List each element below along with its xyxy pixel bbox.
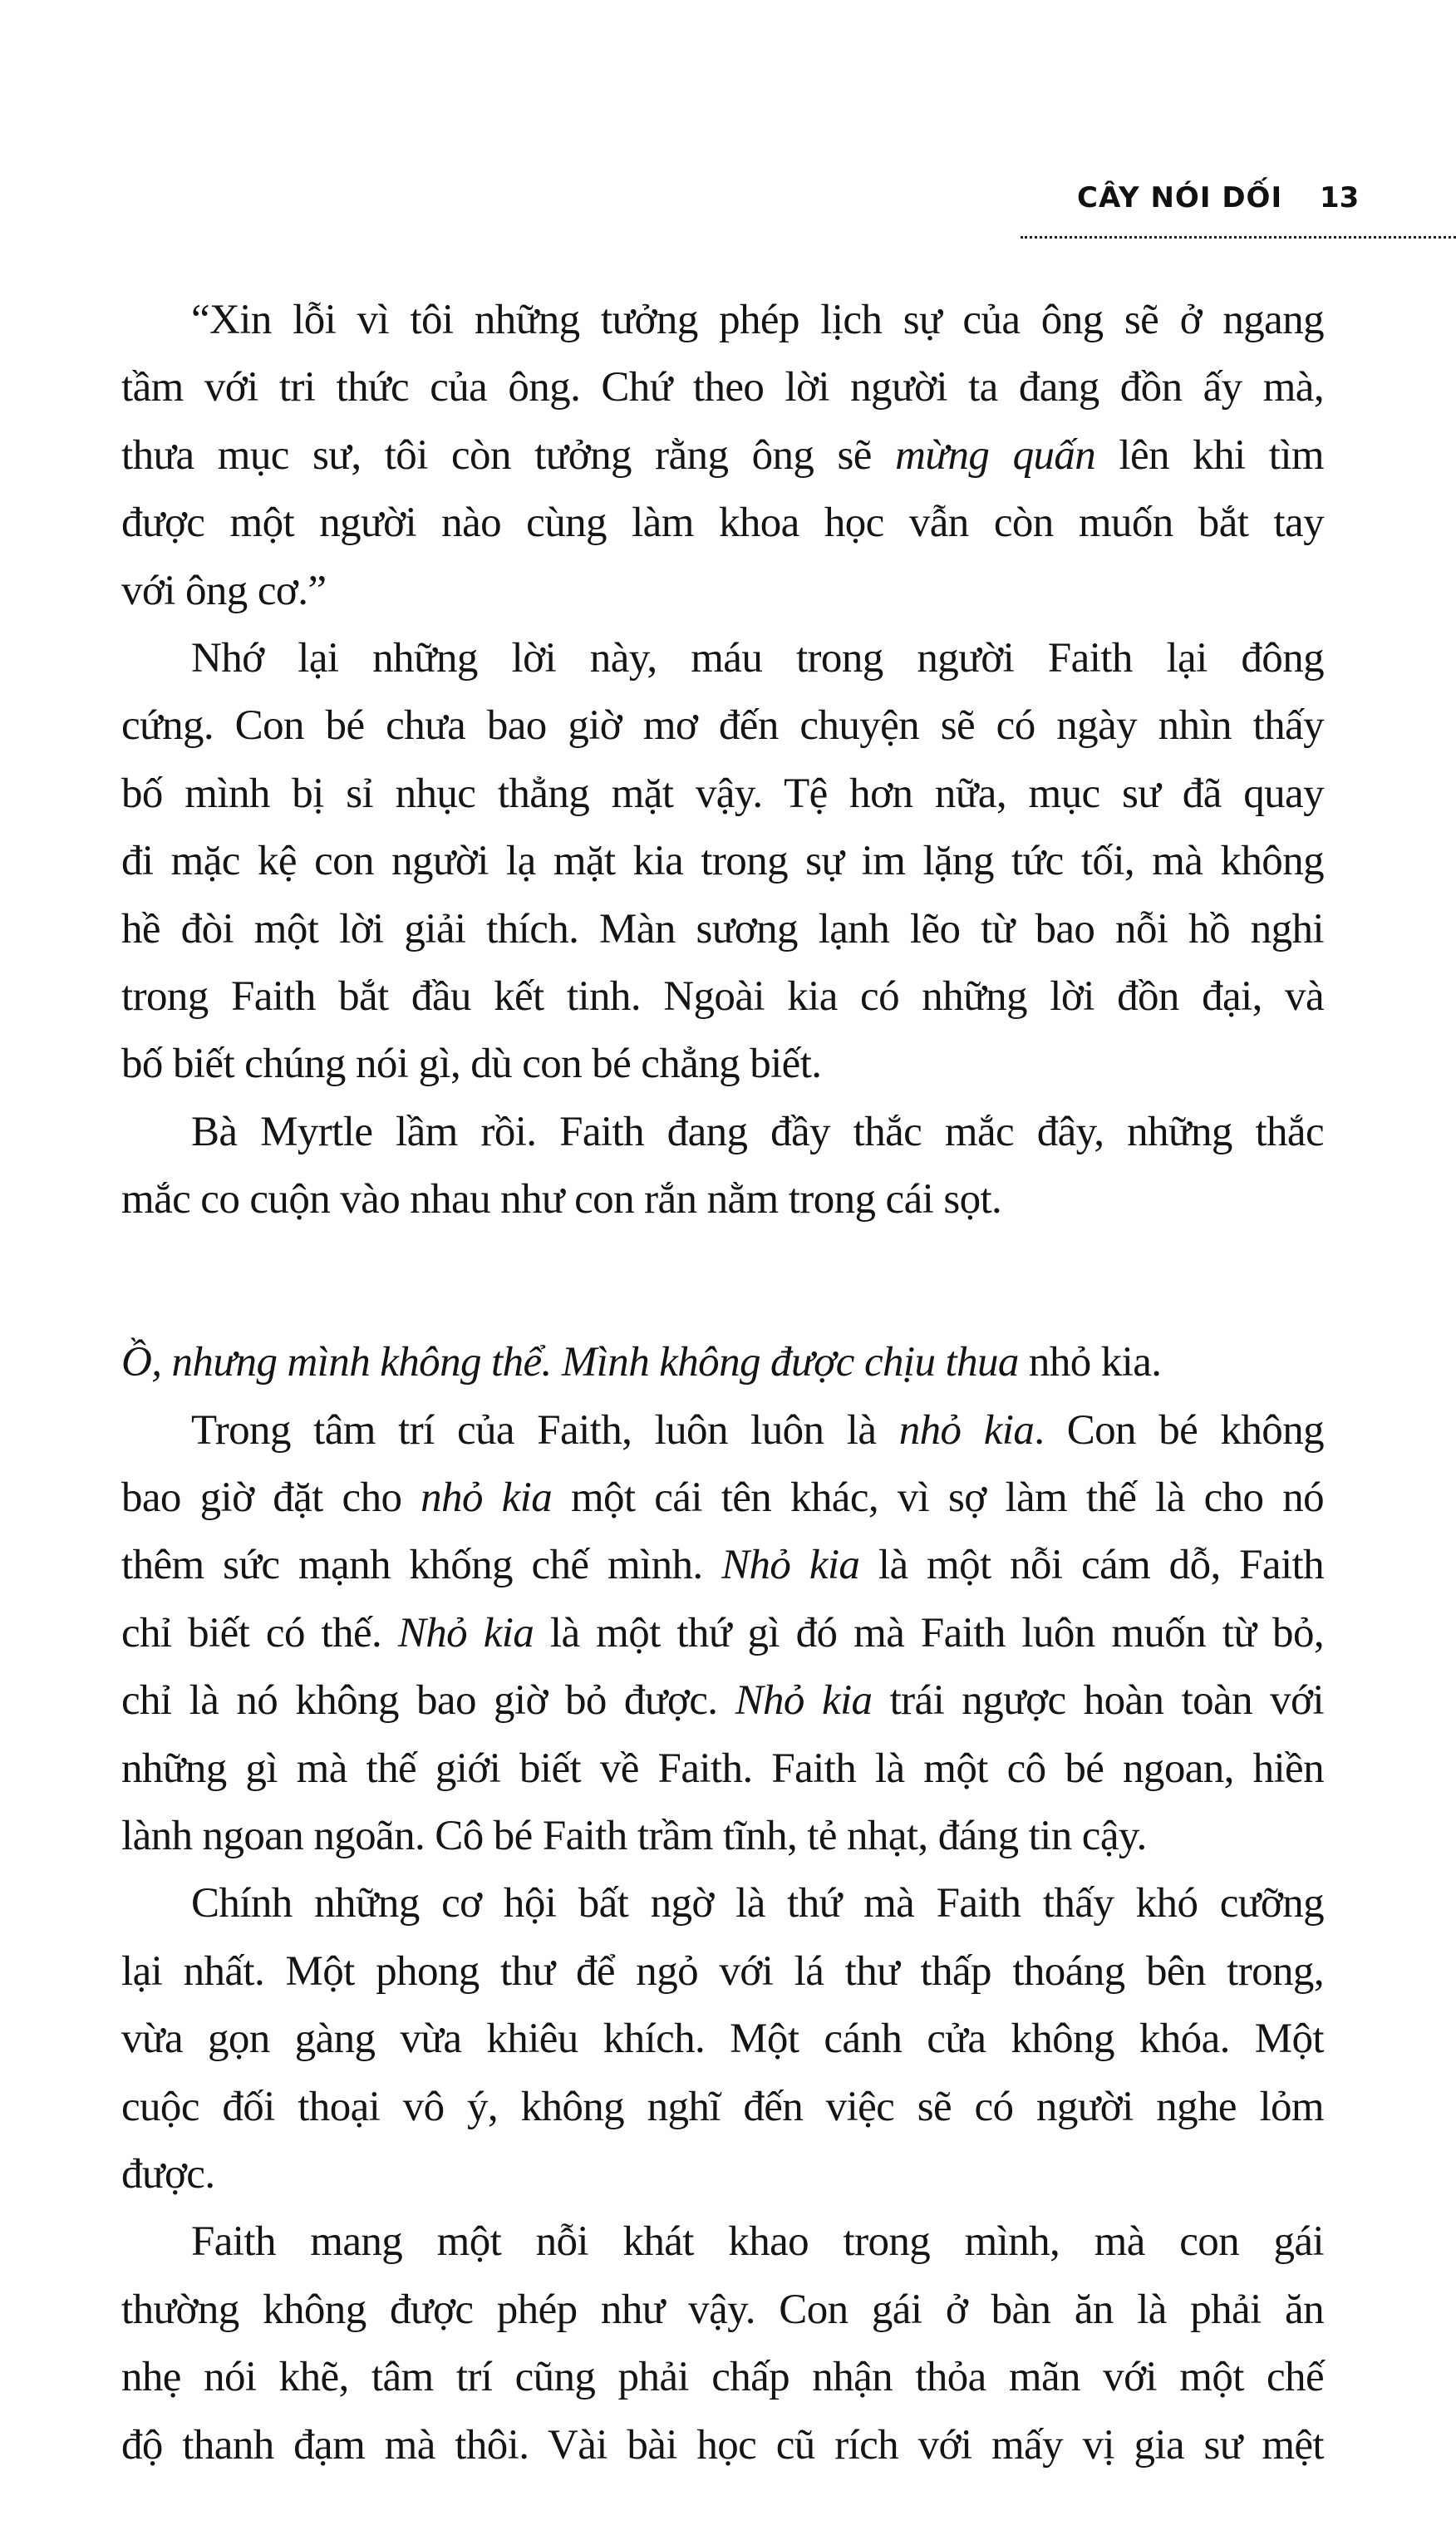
italic-text: nhỏ kia — [898, 1406, 1035, 1454]
text-line — [121, 2420, 1324, 2470]
text-line — [121, 362, 1324, 412]
text-segment: Bà Myrtle lầm rồi. Faith đang đầy thắc mắc đây, những thắc — [191, 1108, 1324, 1155]
text-segment: . Con bé không — [1034, 1406, 1324, 1454]
text-segment: chỉ biết có thế. — [121, 1609, 398, 1656]
running-title: CÂY NÓI DỐI — [1077, 181, 1283, 214]
text-segment: mắc co cuộn vào nhau như con rắn nằm trong cái sọt. — [121, 1176, 1002, 1223]
text-line — [191, 2217, 1324, 2267]
text-segment: là một thứ gì đó mà Faith luôn muốn từ bỏ, — [534, 1609, 1324, 1656]
text-line — [121, 1473, 1324, 1523]
text-line — [121, 769, 1324, 819]
italic-text: Ồ, nhưng mình không thể. Mình không được chịu thua — [121, 1339, 1019, 1386]
text-segment: bố biết chúng nói gì, dù con bé chẳng biết. — [121, 1041, 822, 1088]
text-segment: thường không được phép như vậy. Con gái ở bàn ăn là phải ăn — [121, 2286, 1324, 2333]
italic-text: mừng quấn — [895, 431, 1096, 479]
text-segment: chỉ là nó không bao giờ bỏ được. — [121, 1677, 735, 1725]
text-line — [121, 836, 1324, 886]
italic-text: Nhỏ kia — [397, 1609, 534, 1656]
italic-text: nhỏ kia — [421, 1474, 553, 1521]
text-line — [121, 1540, 1324, 1590]
text-segment: đi mặc kệ con người lạ mặt kia trong sự im lặng tức tối, mà không — [121, 838, 1324, 885]
text-line — [121, 1676, 1324, 1725]
text-line — [121, 1039, 1324, 1089]
text-segment: là một nỗi cám dỗ, Faith — [859, 1542, 1324, 1589]
text-segment: “Xin lỗi vì tôi những tưởng phép lịch sự của ông sẽ ở ngang — [191, 297, 1324, 343]
text-segment: bao giờ đặt cho — [121, 1474, 421, 1521]
page-number: 13 — [1320, 181, 1360, 214]
text-line — [191, 633, 1324, 683]
italic-text: Nhỏ kia — [735, 1677, 873, 1725]
text-line — [121, 2082, 1324, 2132]
text-line — [121, 1174, 1324, 1224]
text-line — [121, 1337, 1324, 1387]
text-line — [191, 295, 1324, 345]
text-segment: cuộc đối thoại vô ý, không nghĩ đến việc sẽ có người nghe lỏm — [121, 2083, 1324, 2130]
text-segment: được một người nào cùng làm khoa học vẫn còn muốn bắt tay — [121, 500, 1324, 547]
text-line — [121, 1744, 1324, 1794]
text-segment: lên khi tìm — [1095, 431, 1324, 479]
text-line — [121, 2285, 1324, 2335]
text-segment: lại nhất. Một phong thư để ngỏ với lá thư thấp thoáng bên trong, — [121, 1947, 1324, 1995]
text-segment: độ thanh đạm mà thôi. Vài bài học cũ rích với mấy vị gia sư mệt — [121, 2421, 1324, 2469]
text-line — [191, 1107, 1324, 1157]
text-line — [121, 904, 1324, 954]
text-segment: Nhớ lại những lời này, máu trong người Faith lại đông — [191, 635, 1324, 682]
header-dotted-rule — [1021, 236, 1456, 239]
text-segment: tầm với tri thức của ông. Chứ theo lời người ta đang đồn ấy mà, — [121, 364, 1324, 411]
text-segment: vừa gọn gàng vừa khiêu khích. Một cánh cửa không khóa. Một — [121, 2016, 1324, 2063]
text-segment: được. — [121, 2151, 215, 2198]
text-line — [191, 1878, 1324, 1928]
text-line — [121, 2149, 1324, 2199]
text-segment: thưa mục sư, tôi còn tưởng rằng ông sẽ — [121, 431, 896, 479]
text-segment: một cái tên khác, vì sợ làm thế là cho nó — [552, 1474, 1324, 1521]
text-segment: với ông cơ.” — [121, 567, 327, 614]
text-segment: thêm sức mạnh khống chế mình. — [121, 1542, 722, 1589]
text-line — [191, 1405, 1324, 1455]
text-line — [121, 1811, 1324, 1861]
text-segment: nhẹ nói khẽ, tâm trí cũng phải chấp nhận thỏa mãn với một chế — [121, 2354, 1324, 2401]
text-segment: Faith mang một nỗi khát khao trong mình, mà con gái — [191, 2218, 1324, 2266]
text-line — [121, 498, 1324, 548]
text-line — [121, 1947, 1324, 1996]
text-line — [121, 972, 1324, 1021]
text-segment: lành ngoan ngoãn. Cô bé Faith trầm tĩnh, tẻ nhạt, đáng tin cậy. — [121, 1813, 1147, 1859]
text-line — [121, 431, 1324, 480]
text-line — [121, 2014, 1324, 2064]
text-line — [121, 701, 1324, 751]
text-segment: bố mình bị sỉ nhục thẳng mặt vậy. Tệ hơn nữa, mục sư đã quay — [121, 770, 1324, 817]
text-segment: trái ngược hoàn toàn với — [872, 1677, 1324, 1725]
text-line — [121, 2352, 1324, 2402]
italic-text: Nhỏ kia — [721, 1542, 860, 1589]
text-line — [121, 566, 1324, 616]
text-segment: trong Faith bắt đầu kết tinh. Ngoài kia có những lời đồn đại, và — [121, 973, 1324, 1020]
text-segment: những gì mà thế giới biết về Faith. Faith là một cô bé ngoan, hiền — [121, 1745, 1324, 1792]
text-segment: cứng. Con bé chưa bao giờ mơ đến chuyện sẽ có ngày nhìn thấy — [121, 702, 1324, 750]
text-segment: Trong tâm trí của Faith, luôn luôn là — [191, 1406, 899, 1454]
text-line — [121, 1608, 1324, 1658]
text-segment: nhỏ kia. — [1018, 1339, 1162, 1386]
text-segment: Chính những cơ hội bất ngờ là thứ mà Faith thấy khó cưỡng — [191, 1880, 1324, 1927]
text-segment: hề đòi một lời giải thích. Màn sương lạnh lẽo từ bao nỗi hồ nghi — [121, 905, 1324, 952]
